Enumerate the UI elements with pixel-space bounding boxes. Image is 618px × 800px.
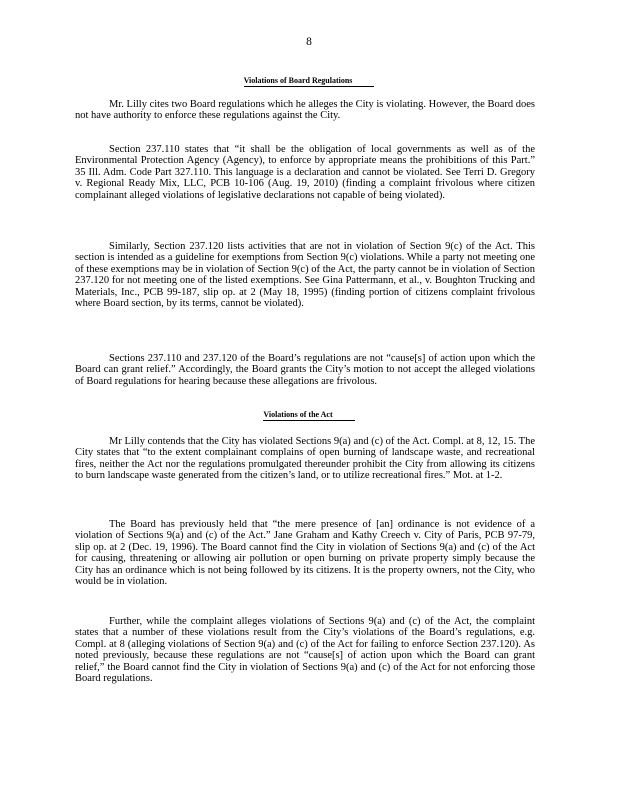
page-number: 8 <box>306 36 312 48</box>
paragraph-5 <box>75 436 535 482</box>
paragraph-1 <box>75 99 535 122</box>
paragraph-7 <box>75 616 535 684</box>
paragraph-6 <box>75 519 535 587</box>
paragraph-2-text: Section 237.110 states that “it shall be the obligation of local governments as well as of the Environmental Protection Agency (Agency), to enforce by appropriate means the prohibitions of this Part.” 35 Ill. Adm. Code Part 327.110. This language is a declaration and cannot be violated. See Terri D. Gregory v. Regional Ready Mix, LLC, PCB 10-106 (Aug. 19, 2010) (finding a complaint frivolous where citizen complainant alleged violations of legislative declarations not capable of being violated). <box>75 144 535 201</box>
section-heading-board-regulations-text: Violations of Board Regulations <box>244 76 375 87</box>
paragraph-4-text: Sections 237.110 and 237.120 of the Board’s regulations are not “cause[s] of action upon which the Board can grant relief.” Accordingly, the Board grants the City’s motion to not accept the alleged violations of Board regulations for hearing because these allegations are frivolous. <box>75 353 535 387</box>
paragraph-3 <box>75 241 535 309</box>
section-heading-act-text: Violations of the Act <box>263 410 354 421</box>
section-heading-board-regulations <box>0 76 618 87</box>
paragraph-3-text: Similarly, Section 237.120 lists activities that are not in violation of Section 9(c) of the Act. This section is intended as a guideline for exemptions from Section 9(c) violations. While a party not meeting one of these exemptions may be in violation of Section 9(c) of the Act, the party cannot be in violation of Section 237.120 for not meeting one of the listed exemptions. See Gina Pattermann, et al., v. Boughton Trucking and Materials, Inc., PCB 99-187, slip op. at 2 (May 18, 1995) (finding portion of citizens complaint frivolous where Board section, by its terms, cannot be violated). <box>75 241 535 310</box>
section-heading-act <box>0 410 618 421</box>
paragraph-1-text: Mr. Lilly cites two Board regulations which he alleges the City is violating. However, the Board does not have authority to enforce these regulations against the City. <box>75 99 535 122</box>
paragraph-2 <box>75 144 535 201</box>
paragraph-4 <box>75 353 535 387</box>
paragraph-5-text: Mr Lilly contends that the City has violated Sections 9(a) and (c) of the Act. Compl. at 8, 12, 15. The City states that “to the extent complainant complains of open burning of landscape waste, and recreational fires, neither the Act nor the regulations promulgated thereunder prohibit the City from allowing its citizens to burn landscape waste generated from the citizen’s land, or to utilize recreational fires.” Mot. at 1-2. <box>75 436 535 482</box>
paragraph-7-text: Further, while the complaint alleges violations of Sections 9(a) and (c) of the Act, the complaint states that a number of these violations result from the City’s violations of the Board’s regulations, e.g. Compl. at 8 (alleging violations of Section 9(a) and (c) of the Act for failing to enforce Section 237.120). As noted previously, because these regulations are not “cause[s] of action upon which the Board can grant relief,” the Board cannot find the City in violation of Sections 9(a) and (c) of the Act for not enforcing those Board regulations. <box>75 616 535 685</box>
paragraph-6-text: The Board has previously held that “the mere presence of [an] ordinance is not evidence of a violation of Sections 9(a) and (c) of the Act.” Jane Graham and Kathy Creech v. City of Paris, PCB 97-79, slip op. at 2 (Dec. 19, 1996). The Board cannot find the City in violation of Sections 9(a) and (c) of the Act for causing, threatening or allowing air pollution or open burning on private property simply because the City has an ordinance which is not being followed by its citizens. It is the property owners, not the City, who would be in violation. <box>75 519 535 588</box>
